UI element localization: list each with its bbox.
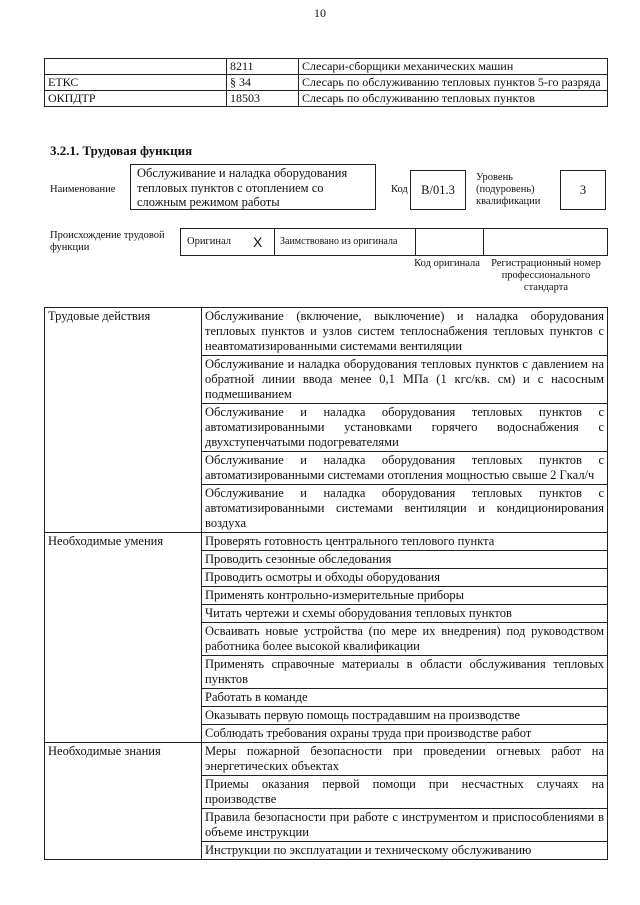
item-cell: Соблюдать требования охраны труда при производстве работ bbox=[202, 725, 608, 743]
level-label: Уровень (подуровень) квалификации bbox=[476, 172, 541, 207]
classification-title: Слесарь по обслуживанию тепловых пунктов bbox=[299, 91, 608, 107]
classification-code: 18503 bbox=[227, 91, 299, 107]
classification-row bbox=[45, 59, 608, 75]
classification-title: Слесари-сборщики механических машин bbox=[299, 59, 608, 75]
original-mark: X bbox=[253, 234, 263, 250]
item-cell: Обслуживание и наладка оборудования тепловых пунктов с автоматизированными системами отопления мощностью свыше 2 Гкал/ч bbox=[202, 452, 608, 485]
origin-label: Происхождение трудовой функции bbox=[50, 230, 165, 253]
reg-number-caption: Регистрационный номер профессионального стандарта bbox=[491, 258, 601, 293]
item-cell: Проверять готовность центрального теплового пункта bbox=[202, 533, 608, 551]
item-cell: Правила безопасности при работе с инструментом и приспособлениями в объеме инструкции bbox=[202, 809, 608, 842]
classification-title: Слесарь по обслуживанию тепловых пунктов 5-го разряда bbox=[299, 75, 608, 91]
origin-row bbox=[180, 228, 608, 256]
original-label: Оригинал bbox=[187, 236, 231, 247]
classification-row bbox=[45, 91, 608, 107]
function-code-value: B/01.3 bbox=[421, 182, 455, 197]
section-title: 3.2.1. Трудовая функция bbox=[50, 143, 193, 158]
table-row bbox=[45, 743, 608, 776]
name-label: Наименование bbox=[50, 184, 116, 195]
item-cell: Меры пожарной безопасности при проведении огневых работ на энергетических объектах bbox=[202, 743, 608, 776]
divider bbox=[274, 229, 275, 255]
level-box bbox=[560, 170, 606, 210]
function-name-value: Обслуживание и наладка оборудования тепловых пунктов с отоплением со сложным режимом работы bbox=[137, 166, 348, 209]
code-original-caption: Код оригинала bbox=[414, 258, 480, 269]
table-row bbox=[45, 533, 608, 551]
item-cell: Обслуживание и наладка оборудования тепловых пунктов с автоматизированными установками горячего водоснабжения с двухступенчатыми подогревателями bbox=[202, 404, 608, 452]
item-cell: Обслуживание и наладка оборудования тепловых пунктов с давлением на обратной линии ввода менее 0,1 МПа (1 кгс/кв. см) и с насосным подмешиванием bbox=[202, 356, 608, 404]
item-cell: Оказывать первую помощь пострадавшим на производстве bbox=[202, 707, 608, 725]
category-cell: Необходимые умения bbox=[45, 533, 202, 743]
item-cell: Проводить сезонные обследования bbox=[202, 551, 608, 569]
item-cell: Проводить осмотры и обходы оборудования bbox=[202, 569, 608, 587]
item-cell: Применять контрольно-измерительные приборы bbox=[202, 587, 608, 605]
item-cell: Применять справочные материалы в области обслуживания тепловых пунктов bbox=[202, 656, 608, 689]
table-row bbox=[45, 308, 608, 356]
divider bbox=[415, 229, 416, 255]
function-name-box bbox=[130, 164, 376, 210]
item-cell: Осваивать новые устройства (по мере их внедрения) под руководством работника более высокой квалификации bbox=[202, 623, 608, 656]
classification-name bbox=[45, 59, 227, 75]
category-cell: Необходимые знания bbox=[45, 743, 202, 860]
page-number: 10 bbox=[314, 6, 326, 20]
item-cell: Читать чертежи и схемы оборудования тепловых пунктов bbox=[202, 605, 608, 623]
function-content-table bbox=[44, 307, 608, 860]
classification-name: ЕТКС bbox=[45, 75, 227, 91]
classification-row bbox=[45, 75, 608, 91]
classification-table bbox=[44, 58, 608, 107]
item-cell: Приемы оказания первой помощи при несчастных случаях на производстве bbox=[202, 776, 608, 809]
item-cell: Обслуживание и наладка оборудования тепловых пунктов с автоматизированными системами вентиляции и кондиционирования воздуха bbox=[202, 485, 608, 533]
item-cell: Инструкции по эксплуатации и техническому обслуживанию bbox=[202, 842, 608, 860]
function-code-box bbox=[410, 170, 466, 210]
item-cell: Обслуживание (включение, выключение) и наладка оборудования тепловых пунктов и узлов систем теплоснабжения тепловых пунктов с неавтоматизированными системами вентиляции bbox=[202, 308, 608, 356]
level-value: 3 bbox=[579, 182, 587, 197]
borrowed-label: Заимствовано из оригинала bbox=[280, 236, 398, 247]
code-label: Код bbox=[391, 184, 408, 195]
category-cell: Трудовые действия bbox=[45, 308, 202, 533]
divider bbox=[483, 229, 484, 255]
classification-code: 8211 bbox=[227, 59, 299, 75]
item-cell: Работать в команде bbox=[202, 689, 608, 707]
classification-name: ОКПДТР bbox=[45, 91, 227, 107]
classification-code: § 34 bbox=[227, 75, 299, 91]
